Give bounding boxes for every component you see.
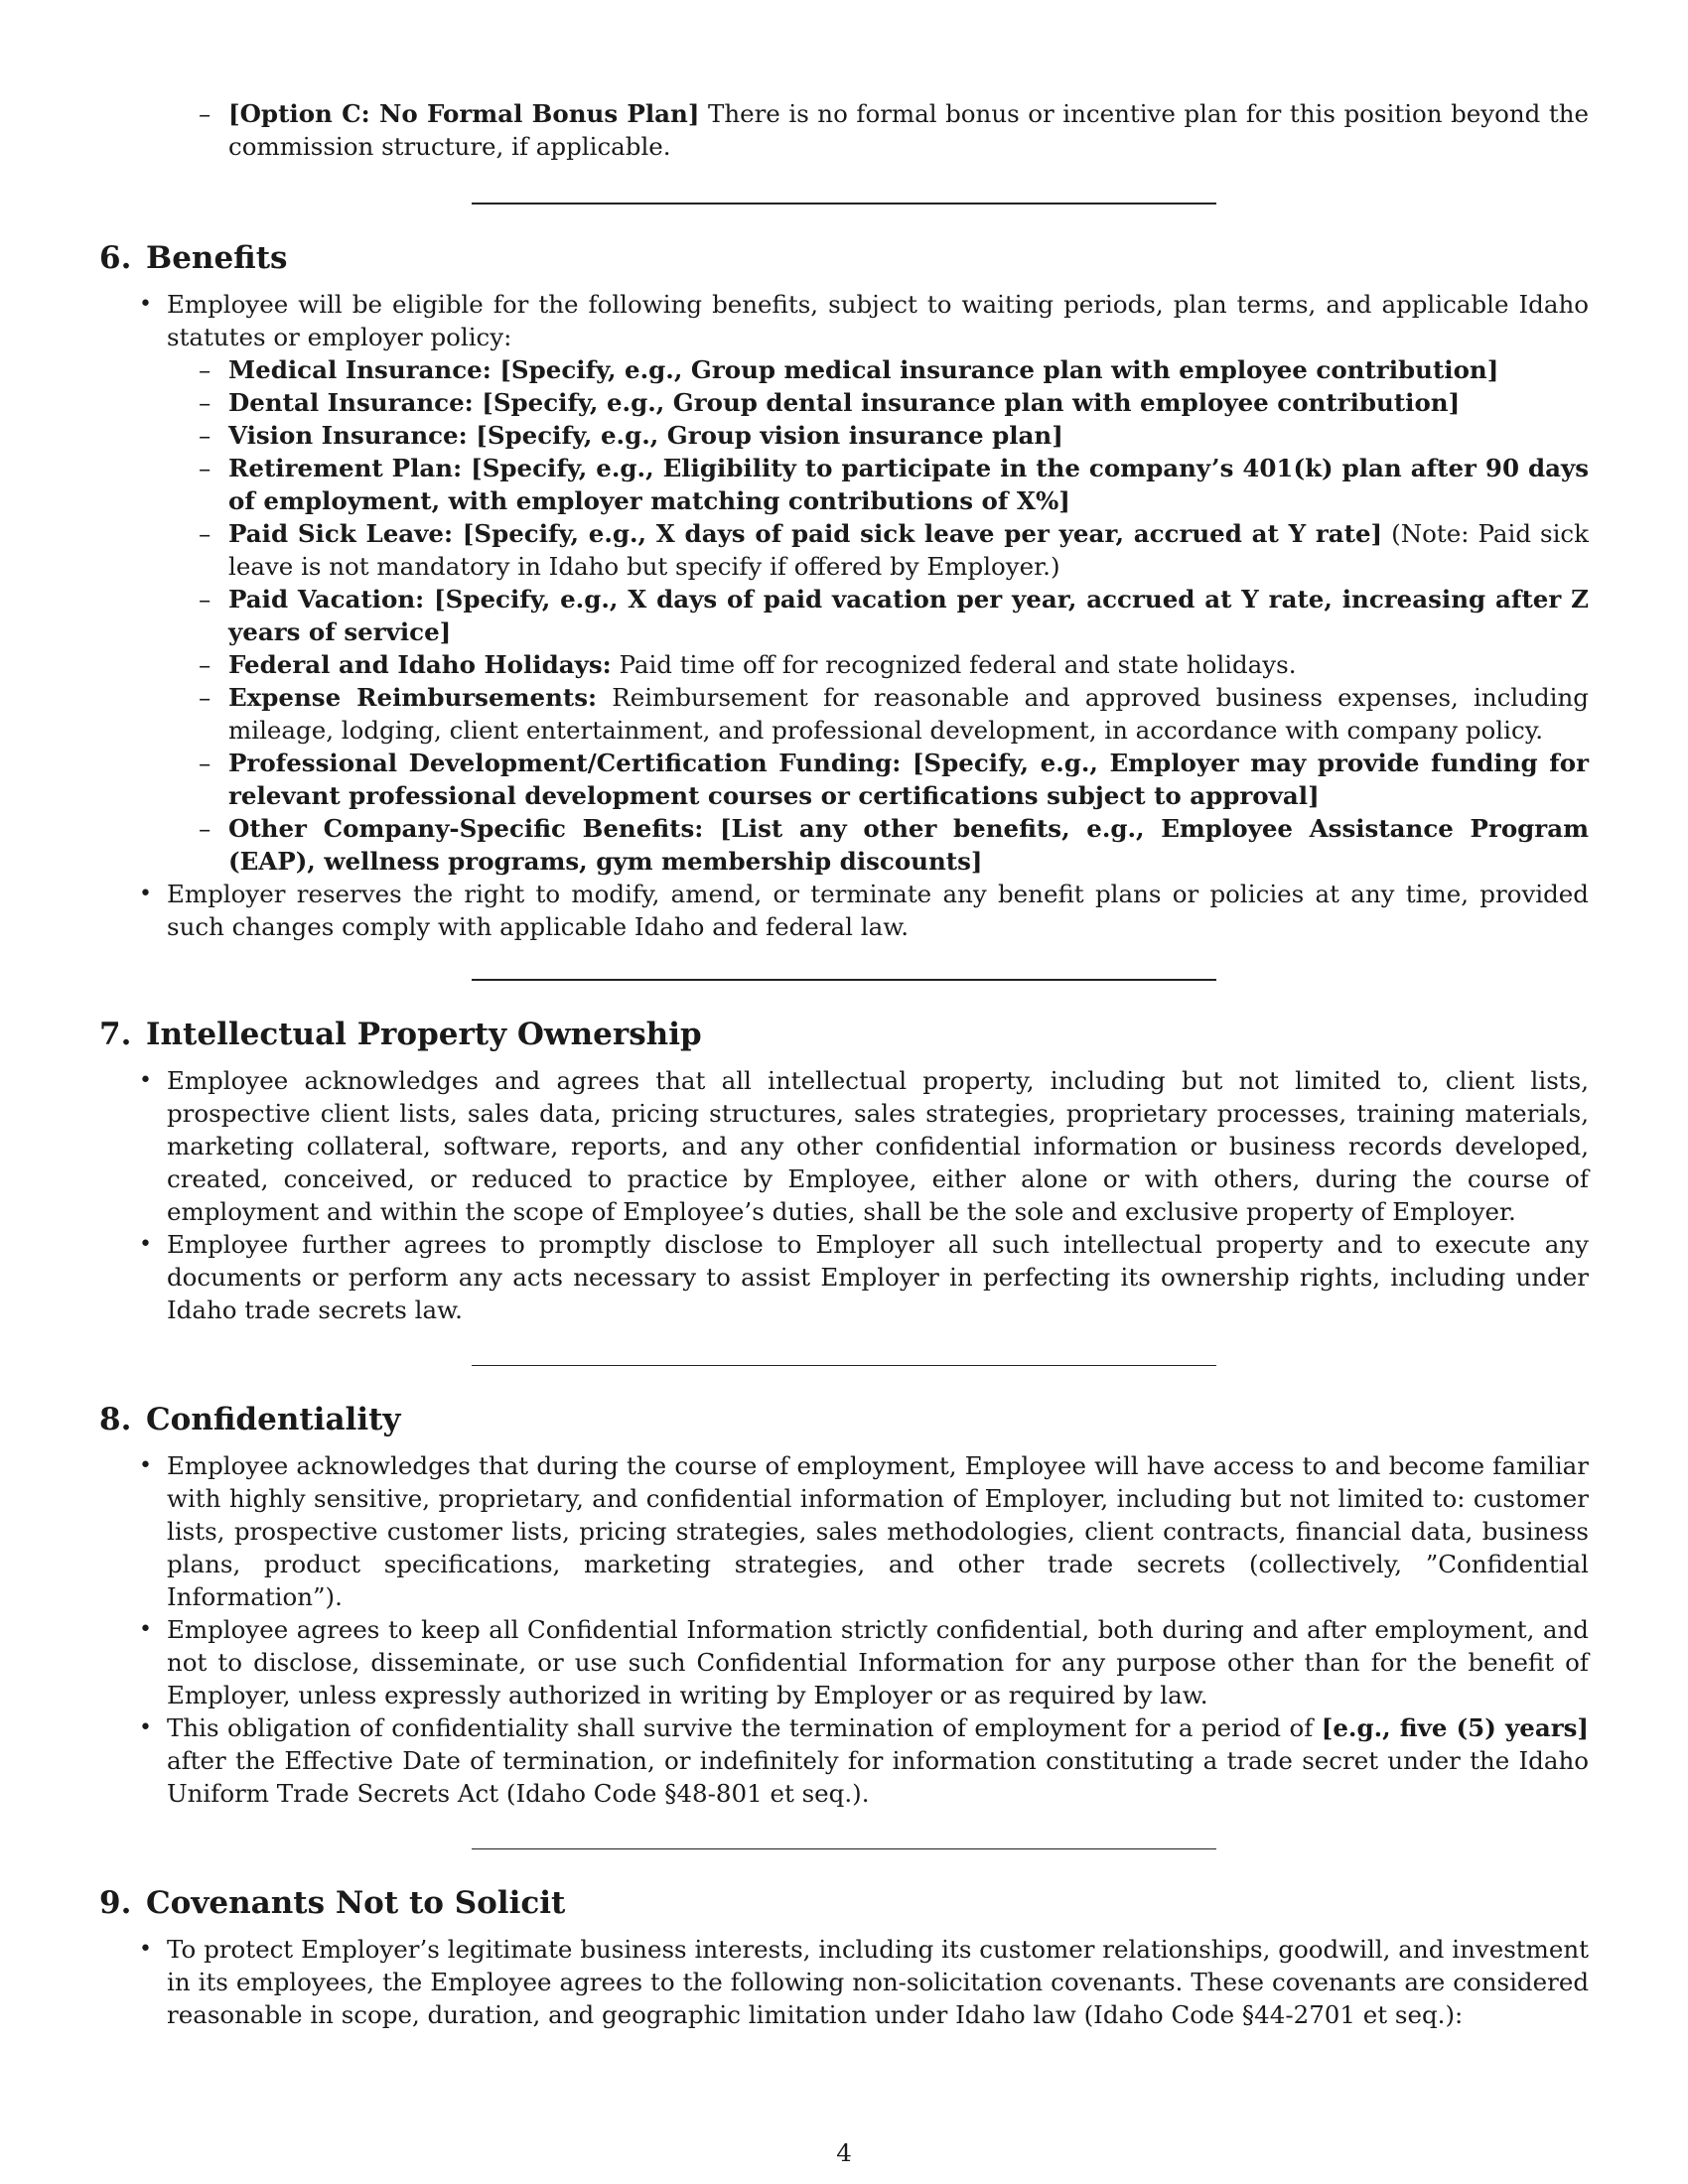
benefit-placeholder: [Specify, e.g., Group vision insurance plan] — [467, 421, 1063, 450]
bullet-marker: • — [139, 1232, 152, 1257]
benefit-text: Paid time off for recognized federal and state holidays. — [611, 650, 1297, 679]
dash-marker: – — [199, 519, 211, 548]
section-heading-covenants: 9. Covenants Not to Solicit — [99, 1885, 566, 1921]
confidentiality-bullet: • This obligation of confidentiality shall survive the termination of employment for a period of [e.g., five (5) years] after the Effective Date of termination, or indefinitely for information constituting a trade secret under the Idaho Uniform Trade Secrets Act (Idaho Code §48-801 et seq.). — [139, 1713, 1589, 1808]
bullet-marker: • — [139, 1453, 152, 1478]
dash-marker: – — [199, 355, 211, 384]
benefit-item — [99, 452, 1589, 517]
confidentiality-bullet: • Employee agrees to keep all Confidential Information strictly confidential, both during and after employment, and not to disclose, disseminate, or use such Confidential Information for any purpose other than for the benefit of Employer, unless expressly authorized in writing by Employer or as required by law. — [139, 1615, 1589, 1709]
confidentiality-bullet: • Employee acknowledges that during the course of employment, Employee will have access to and become familiar with highly sensitive, proprietary, and confidential information of Employer, including but not limited to: customer lists, prospective customer lists, pricing strategies, sales methodologies, client contracts, financial data, business plans, product specifications, marketing strategies, and other trade secrets (collectively, ”Confidential Information”). — [139, 1451, 1589, 1611]
ip-bullet: • Employee acknowledges and agrees that all intellectual property, including but not limited to, client lists, prospective client lists, sales data, pricing structures, sales strategies, proprietary processes, training materials, marketing collateral, software, reports, and any other confidential information or business records developed, created, conceived, or reduced to practice by Employee, either alone or with others, during the course of employment and within the scope of Employee’s duties, shall be the sole and exclusive property of Employer. — [139, 1066, 1589, 1226]
benefit-item — [99, 583, 1589, 648]
benefit-item — [99, 419, 1589, 452]
dash-marker: – — [199, 814, 211, 843]
benefit-text: Reimbursement for reasonable and approved business expenses, including mileage, lodging, client entertainment, and professional development, in accordance with company policy. — [228, 683, 1589, 745]
benefit-item — [99, 812, 1589, 878]
benefit-placeholder: [Specify, e.g., Group dental insurance plan with employee contribution] — [473, 388, 1461, 417]
benefit-label: Vision Insurance: — [228, 421, 468, 450]
bullet-marker: • — [139, 292, 152, 317]
benefit-placeholder: [Specify, e.g., X days of paid sick leave per year, accrued at Y rate] — [453, 519, 1383, 548]
bonus-option-c — [99, 97, 1589, 163]
benefit-label: Expense Reimbursements: — [228, 683, 598, 712]
benefit-label: Medical Insurance: — [228, 355, 492, 384]
option-c-text: There is no formal bonus or incentive plan for this position beyond the commission structure, if applicable. — [228, 99, 1590, 161]
benefit-label: Paid Vacation: — [228, 585, 425, 614]
benefit-label: Dental Insurance: — [228, 388, 474, 417]
benefit-placeholder: [Specify, e.g., X days of paid vacation per year, accrued at Y rate, increasing after Z years of service] — [228, 585, 1590, 646]
benefit-label: Paid Sick Leave: — [228, 519, 454, 548]
page-number: 4 — [836, 2138, 852, 2167]
benefits-intro: • Employee will be eligible for the following benefits, subject to waiting periods, plan terms, and applicable Idaho statutes or employer policy: — [139, 290, 1589, 351]
ip-bullet: • Employee further agrees to promptly disclose to Employer all such intellectual property and to execute any documents or perform any acts necessary to assist Employer in perfecting its ownership rights, including under Idaho trade secrets law. — [139, 1230, 1589, 1324]
bullet-marker: • — [139, 1715, 152, 1740]
bullet-marker: • — [139, 882, 152, 906]
benefit-text: (Note: Paid sick leave is not mandatory in Idaho but specify if offered by Employer.) — [228, 519, 1589, 581]
benefits-closing: • Employer reserves the right to modify, amend, or terminate any benefit plans or policies at any time, provided such changes comply with applicable Idaho and federal law. — [139, 880, 1589, 941]
dash-marker: – — [199, 650, 211, 679]
benefit-list — [99, 353, 1589, 878]
dash-marker: – — [199, 99, 211, 128]
benefit-placeholder: [Specify, e.g., Eligibility to participate in the company’s 401(k) plan after 90 days of employment, with employer matching contributions of X%] — [228, 454, 1590, 515]
covenants-bullet: • To protect Employer’s legitimate business interests, including its customer relationships, goodwill, and investment in its employees, the Employee agrees to the following non-solicitation covenants. These covenants are considered reasonable in scope, duration, and geographic limitation under Idaho law (Idaho Code §44-2701 et seq.): — [139, 1935, 1589, 2029]
dash-marker: – — [199, 683, 211, 712]
dash-marker: – — [199, 388, 211, 417]
benefit-item — [99, 386, 1589, 419]
benefit-item — [99, 517, 1589, 583]
benefit-item — [99, 747, 1589, 812]
benefit-placeholder: [Specify, e.g., Group medical insurance plan with employee contribution] — [491, 355, 1499, 384]
benefit-label: Retirement Plan: — [228, 454, 463, 482]
document-page — [99, 97, 1589, 2031]
dash-marker: – — [199, 454, 211, 482]
benefit-label: Other Company-Specific Benefits: — [228, 814, 704, 843]
bullet-marker: • — [139, 1068, 152, 1093]
section-heading-benefits: 6. Benefits — [99, 240, 288, 276]
benefit-placeholder: [Specify, e.g., Employer may provide funding for relevant professional development courses or certifications subject to approval] — [228, 749, 1589, 810]
dash-marker: – — [199, 585, 211, 614]
dash-marker: – — [199, 421, 211, 450]
benefit-label: Professional Development/Certification Funding: — [228, 749, 902, 777]
benefit-item — [99, 681, 1589, 747]
benefit-item — [99, 353, 1589, 386]
dash-marker: – — [199, 749, 211, 777]
section-heading-ip: 7. Intellectual Property Ownership — [99, 1017, 702, 1052]
benefit-label: Federal and Idaho Holidays: — [228, 650, 612, 679]
bullet-marker: • — [139, 1937, 152, 1962]
bullet-marker: • — [139, 1617, 152, 1642]
section-heading-confidentiality: 8. Confidentiality — [99, 1402, 401, 1437]
benefit-item — [99, 648, 1589, 681]
benefit-placeholder: [List any other benefits, e.g., Employee Assistance Program (EAP), wellness programs, gym membership discounts] — [228, 814, 1590, 876]
option-c-label: [Option C: No Formal Bonus Plan] — [228, 99, 700, 128]
